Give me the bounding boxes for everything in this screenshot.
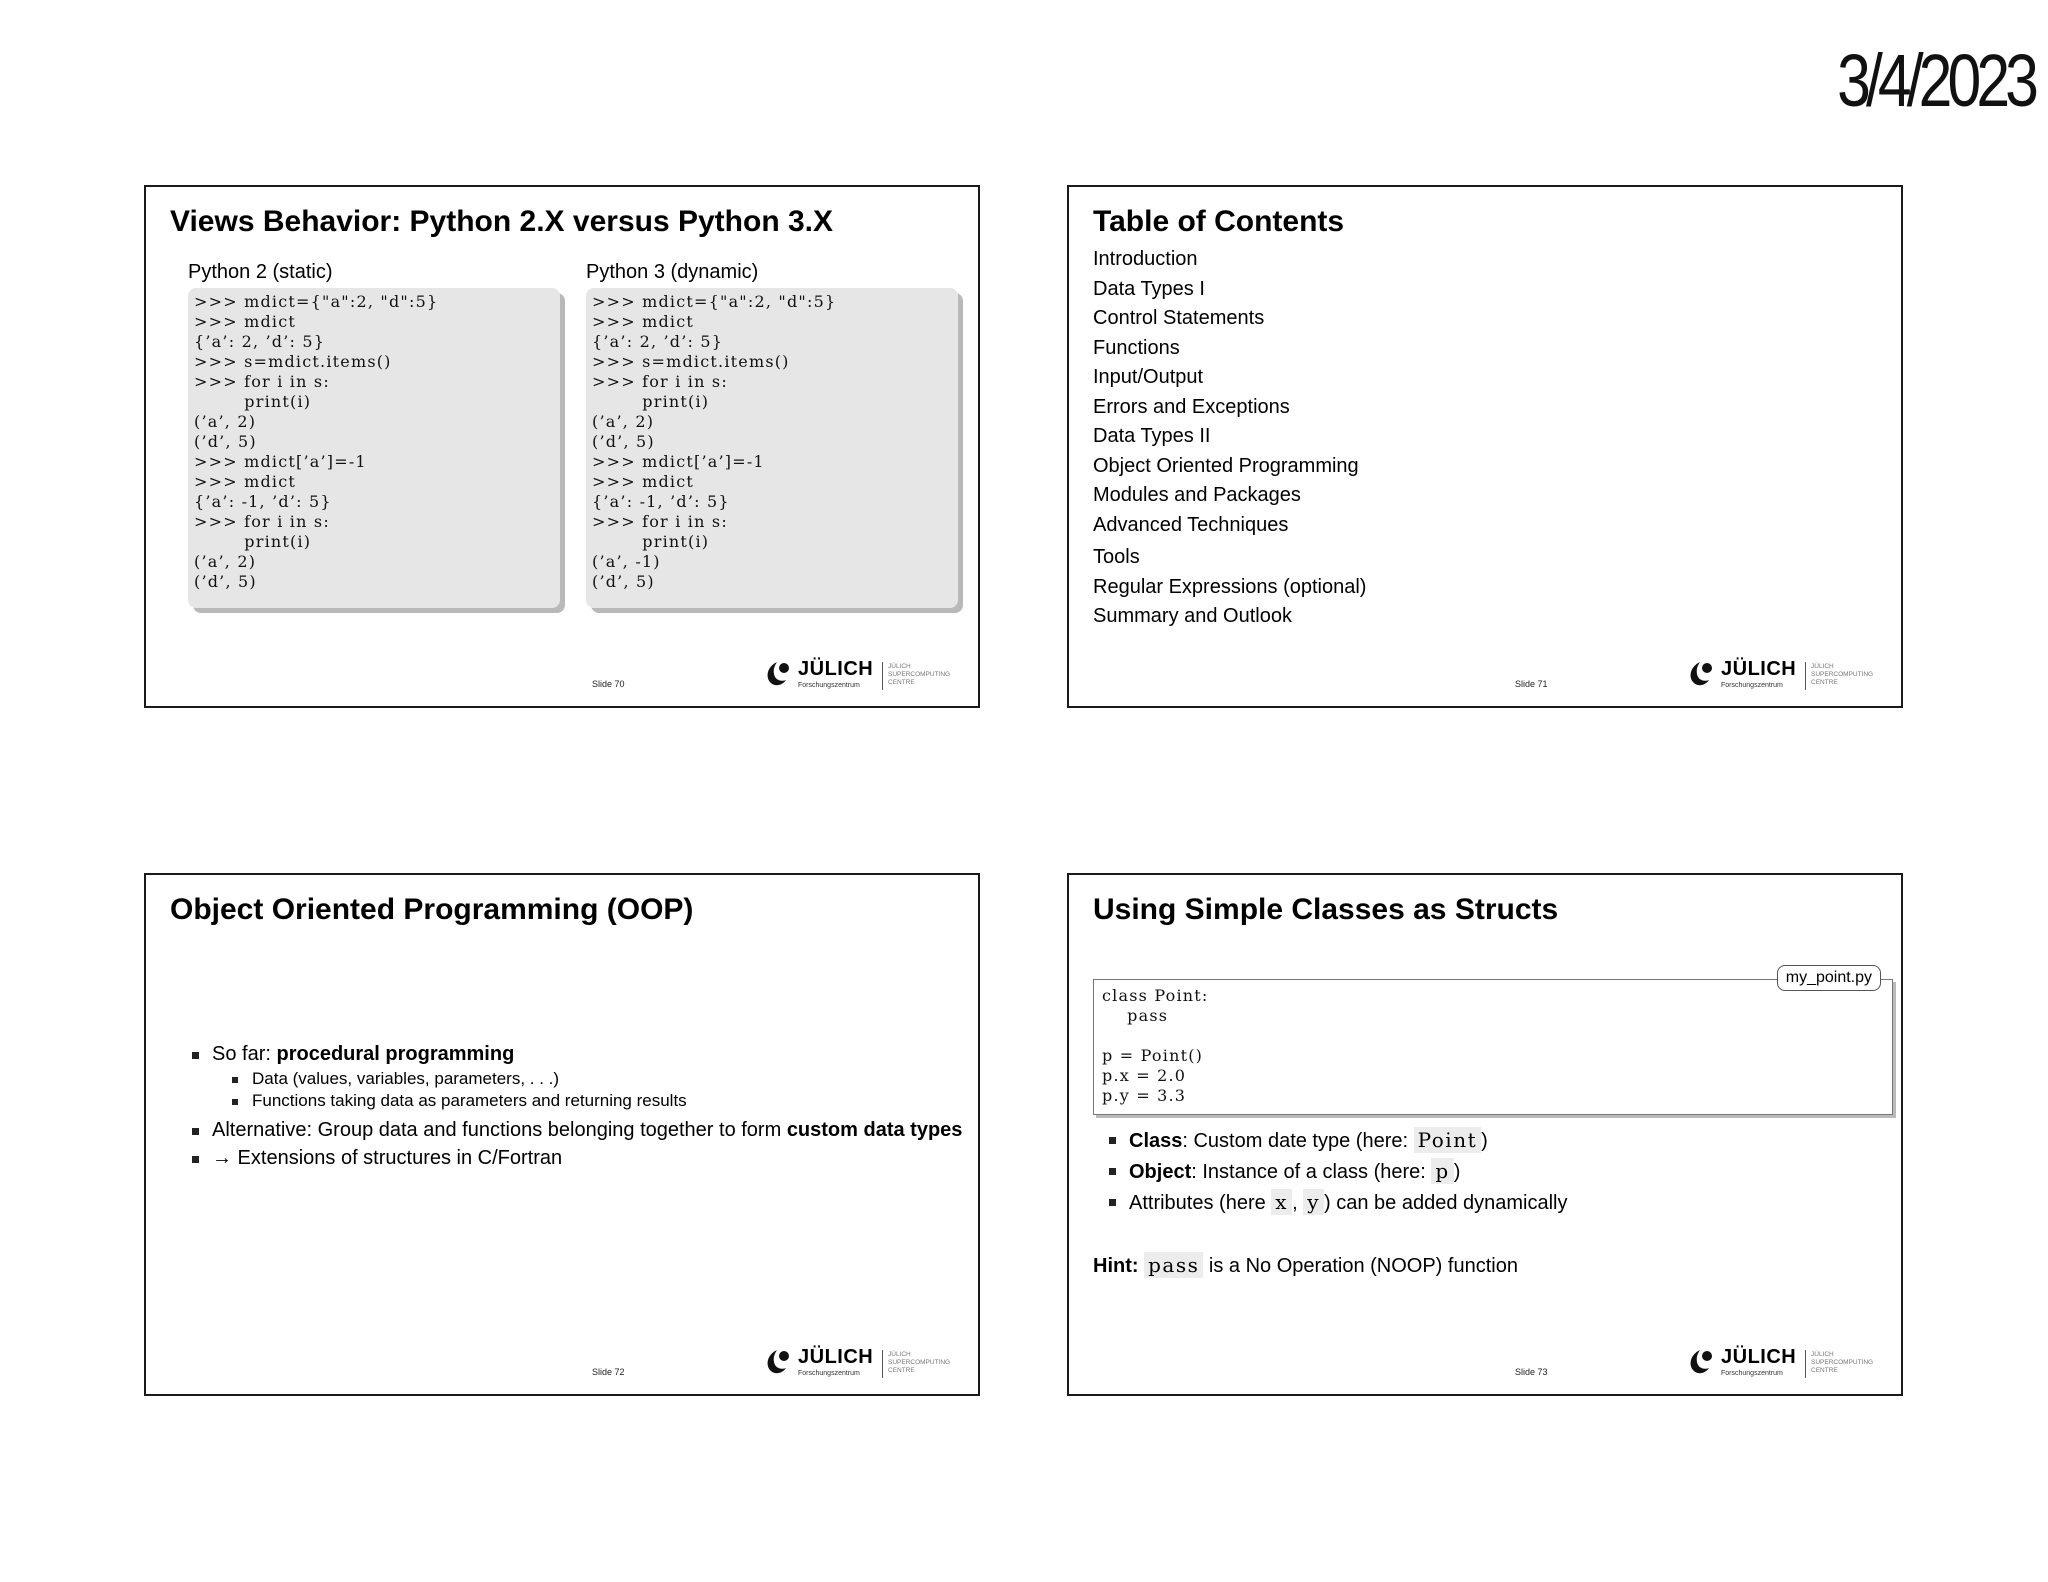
toc-item: Data Types II xyxy=(1093,425,1211,447)
slide-number: Slide 71 xyxy=(1515,679,1548,689)
toc-item: Modules and Packages xyxy=(1093,484,1301,506)
python3-code: >>> mdict={"a":2, "d":5} >>> mdict {’a’: 2, ’d’: 5} >>> s=mdict.items() >>> for i in s: print(i) (’a’, 2) (’d’, 5) >>> mdict[’a’]=-1 >>> mdict {’a’: -1, ’d’: 5} >>> for i in s: print(i) (’a’, -1) (’d’, 5) xyxy=(592,292,837,591)
bullet-item: So far: procedural programming xyxy=(192,1040,962,1068)
python3-label: Python 3 (dynamic) xyxy=(586,261,759,283)
toc-item: Introduction xyxy=(1093,248,1198,270)
code-listing xyxy=(1093,979,1893,1115)
slide-title: Using Simple Classes as Structs xyxy=(1093,893,1559,926)
python2-code-block xyxy=(188,288,560,608)
julich-logo: JÜLICH Forschungszentrum JÜLICH SUPERCOMPUTING CENTRE xyxy=(762,1346,962,1382)
slide-title: Object Oriented Programming (OOP) xyxy=(170,893,694,926)
bullet-item: → Extensions of structures in C/Fortran xyxy=(192,1144,962,1172)
bullet-item: Attributes (here x , y ) can be added dynamically xyxy=(1109,1187,1568,1218)
slide-number: Slide 70 xyxy=(592,679,625,689)
julich-logo: JÜLICH Forschungszentrum JÜLICH SUPERCOMPUTING CENTRE xyxy=(1685,1346,1885,1382)
julich-logo: JÜLICH Forschungszentrum JÜLICH SUPERCOMPUTING CENTRE xyxy=(1685,658,1885,694)
julich-logo-icon xyxy=(1685,1348,1715,1380)
julich-logo: JÜLICH Forschungszentrum JÜLICH SUPERCOMPUTING CENTRE xyxy=(762,658,962,694)
toc-item: Functions xyxy=(1093,336,1180,359)
slide-71 xyxy=(1067,185,1903,708)
toc-item: Tools xyxy=(1093,546,1140,568)
slide-title: Table of Contents xyxy=(1093,205,1345,238)
point-class-code: class Point: pass p = Point() p.x = 2.0 p.y = 3.3 xyxy=(1102,986,1209,1105)
bullet-list xyxy=(1109,1125,1568,1218)
julich-logo-icon xyxy=(1685,660,1715,692)
bullet-item: Class: Custom date type (here: Point ) xyxy=(1109,1125,1568,1156)
filename-tag: my_point.py xyxy=(1777,965,1881,991)
julich-logo-icon xyxy=(762,660,792,692)
sub-bullet-item: Functions taking data as parameters and returning results xyxy=(232,1090,962,1112)
slide-72 xyxy=(144,873,980,1396)
hint-line: Hint: pass is a No Operation (NOOP) function xyxy=(1093,1253,1518,1277)
toc-item: Regular Expressions (optional) xyxy=(1093,575,1367,598)
slide-number: Slide 72 xyxy=(592,1367,625,1377)
slide-number: Slide 73 xyxy=(1515,1367,1548,1377)
toc-item: Control Statements xyxy=(1093,307,1265,329)
julich-logo-icon xyxy=(762,1348,792,1380)
toc-item: Errors and Exceptions xyxy=(1093,395,1290,418)
toc-item: Summary and Outlook xyxy=(1093,605,1292,627)
toc-item: Data Types I xyxy=(1093,277,1205,300)
toc-item: Input/Output xyxy=(1093,366,1204,388)
python2-code: >>> mdict={"a":2, "d":5} >>> mdict {’a’: 2, ’d’: 5} >>> s=mdict.items() >>> for i in s: print(i) (’a’, 2) (’d’, 5) >>> mdict[’a’]=-1 >>> mdict {’a’: -1, ’d’: 5} >>> for i in s: print(i) (’a’, 2) (’d’, 5) xyxy=(194,292,439,591)
bullet-item: Object: Instance of a class (here: p ) xyxy=(1109,1156,1568,1187)
toc-item: Object Oriented Programming xyxy=(1093,454,1359,477)
slide-70 xyxy=(144,185,980,708)
page-date: 3/4/2023 xyxy=(1837,39,2034,122)
toc-item: Advanced Techniques xyxy=(1093,513,1289,536)
sub-bullet-item: Data (values, variables, parameters, . . .) xyxy=(232,1068,962,1090)
table-of-contents xyxy=(1093,245,1366,632)
python3-code-block xyxy=(586,288,958,608)
bullet-list xyxy=(192,1040,962,1172)
slide-title: Views Behavior: Python 2.X versus Python 3.X xyxy=(170,205,834,238)
python2-label: Python 2 (static) xyxy=(188,261,333,283)
bullet-item: Alternative: Group data and functions belonging together to form custom data types xyxy=(192,1116,962,1144)
slide-73 xyxy=(1067,873,1903,1396)
